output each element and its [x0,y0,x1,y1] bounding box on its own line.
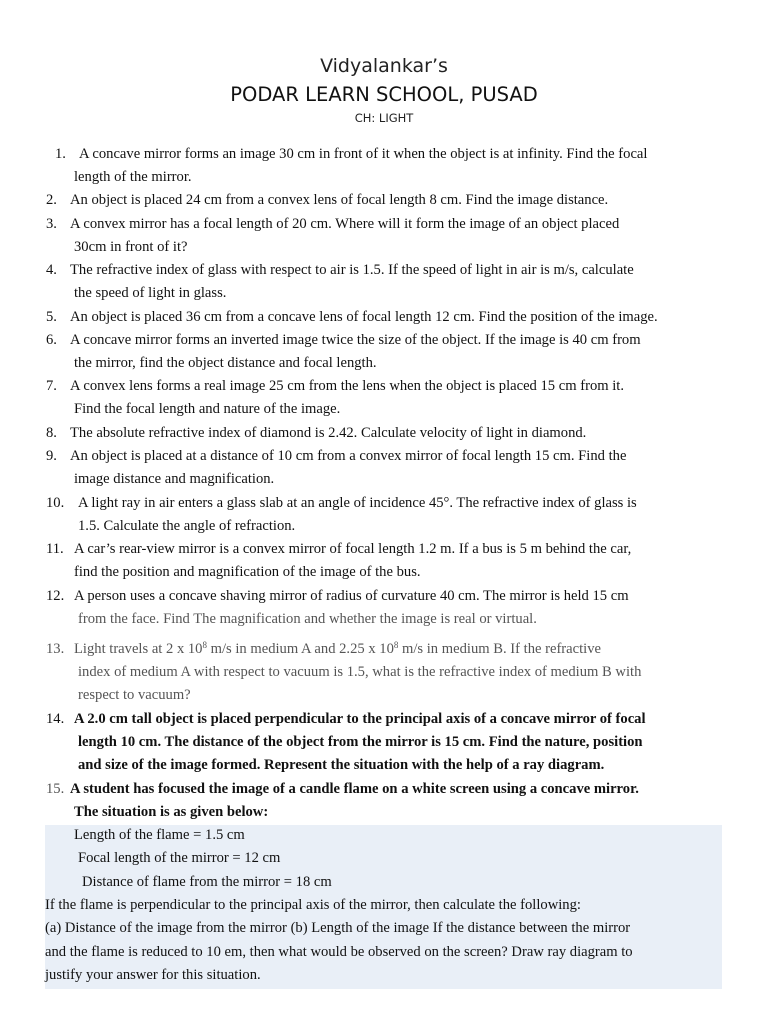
question-text: A concave mirror forms an image 30 cm in front of it when the object is at infinity. Find the focal [79,146,648,162]
given-flame-length: Length of the flame = 1.5 cm [74,827,245,843]
question-number: 10. [46,495,65,511]
question-text-cont: find the position and magnification of the image of the bus. [74,564,421,580]
question-text-cont: the mirror, find the object distance and focal length. [74,355,377,371]
question-number: 8. [46,425,57,441]
question-number: 9. [46,448,57,464]
question-text-cont: The situation is as given below: [74,804,269,820]
chapter-label: CH: LIGHT [354,111,414,125]
question-text-cont: index of medium A with respect to vacuum is 1.5, what is the refractive index of medium B with [78,664,642,680]
question-number: 15. [46,781,65,797]
question-text: An object is placed at a distance of 10 cm from a convex mirror of focal length 15 cm. Find the [70,448,627,464]
question-number: 11. [46,541,64,557]
question-text: A light ray in air enters a glass slab at an angle of incidence 45°. The refractive index of glass is [78,495,637,511]
question-text: A convex lens forms a real image 25 cm from the lens when the object is placed 15 cm from it. [70,378,624,394]
question-text: An object is placed 24 cm from a convex lens of focal length 8 cm. Find the image distance. [70,192,609,208]
question-number: 13. [46,641,65,657]
question-text: A person uses a concave shaving mirror of radius of curvature 40 cm. The mirror is held 15 cm [74,588,629,604]
question-number: 7. [46,378,57,394]
question-text-cont: length 10 cm. The distance of the object from the mirror is 15 cm. Find the nature, position [78,734,643,750]
exponent: 8 [393,640,399,650]
question-text: The refractive index of glass with respect to air is 1.5. If the speed of light in air is m/s, calculate [70,262,634,278]
question-number: 1. [55,146,66,162]
question-number: 12. [46,588,65,604]
question-text-cont: respect to vacuum? [78,687,191,703]
question-number: 2. [46,192,57,208]
question-15-para: and the flame is reduced to 10 em, then what would be observed on the screen? Draw ray diagram to [45,944,633,960]
school-group-name: Vidyalankar’s [320,55,448,77]
question-text-cont: image distance and magnification. [74,471,275,487]
question-text-cont: the speed of light in glass. [74,285,227,301]
question-number: 14. [46,711,65,727]
given-flame-distance: Distance of flame from the mirror = 18 cm [82,874,332,890]
exponent: 8 [202,640,207,650]
question-number: 3. [46,216,57,232]
question-text-cont: 1.5. Calculate the angle of refraction. [78,518,296,534]
question-15-para: justify your answer for this situation. [45,967,261,983]
question-text-cont: from the face. Find The magnification and whether the image is real or virtual. [78,611,537,627]
question-15-para: (a) Distance of the image from the mirror (b) Length of the image If the distance between the mirror [45,920,631,936]
question-15-para: If the flame is perpendicular to the principal axis of the mirror, then calculate the following: [45,897,581,913]
question-text-cont: 30cm in front of it? [74,239,188,255]
question-text: An object is placed 36 cm from a concave lens of focal length 12 cm. Find the position of the image. [70,309,658,325]
question-text-cont: length of the mirror. [74,169,192,185]
question-text: The absolute refractive index of diamond is 2.42. Calculate velocity of light in diamond. [70,425,587,441]
question-number: 5. [46,309,57,325]
question-text: A 2.0 cm tall object is placed perpendicular to the principal axis of a concave mirror of focal [74,711,646,727]
text-part: m/s in medium B. If the refractive [398,641,602,657]
question-text-cont: Find the focal length and nature of the image. [74,401,341,417]
question-text: A convex mirror has a focal length of 20 cm. Where will it form the image of an object placed [70,216,620,232]
given-focal-length: Focal length of the mirror = 12 cm [78,850,281,866]
school-title: PODAR LEARN SCHOOL, PUSAD [230,83,538,106]
question-text [74,638,601,661]
question-text: A student has focused the image of a candle flame on a white screen using a concave mirror. [70,781,639,797]
question-number: 6. [46,332,57,348]
question-text: A concave mirror forms an inverted image twice the size of the object. If the image is 40 cm from [70,332,641,348]
text-part: m/s in medium A and 2.25 x 10 [206,641,394,657]
question-number: 4. [46,262,57,278]
question-text-cont: and size of the image formed. Represent the situation with the help of a ray diagram. [78,757,605,773]
text-part: Light travels at 2 x 10 [74,641,203,657]
question-text: A car’s rear-view mirror is a convex mirror of focal length 1.2 m. If a bus is 5 m behind the car, [74,541,632,557]
